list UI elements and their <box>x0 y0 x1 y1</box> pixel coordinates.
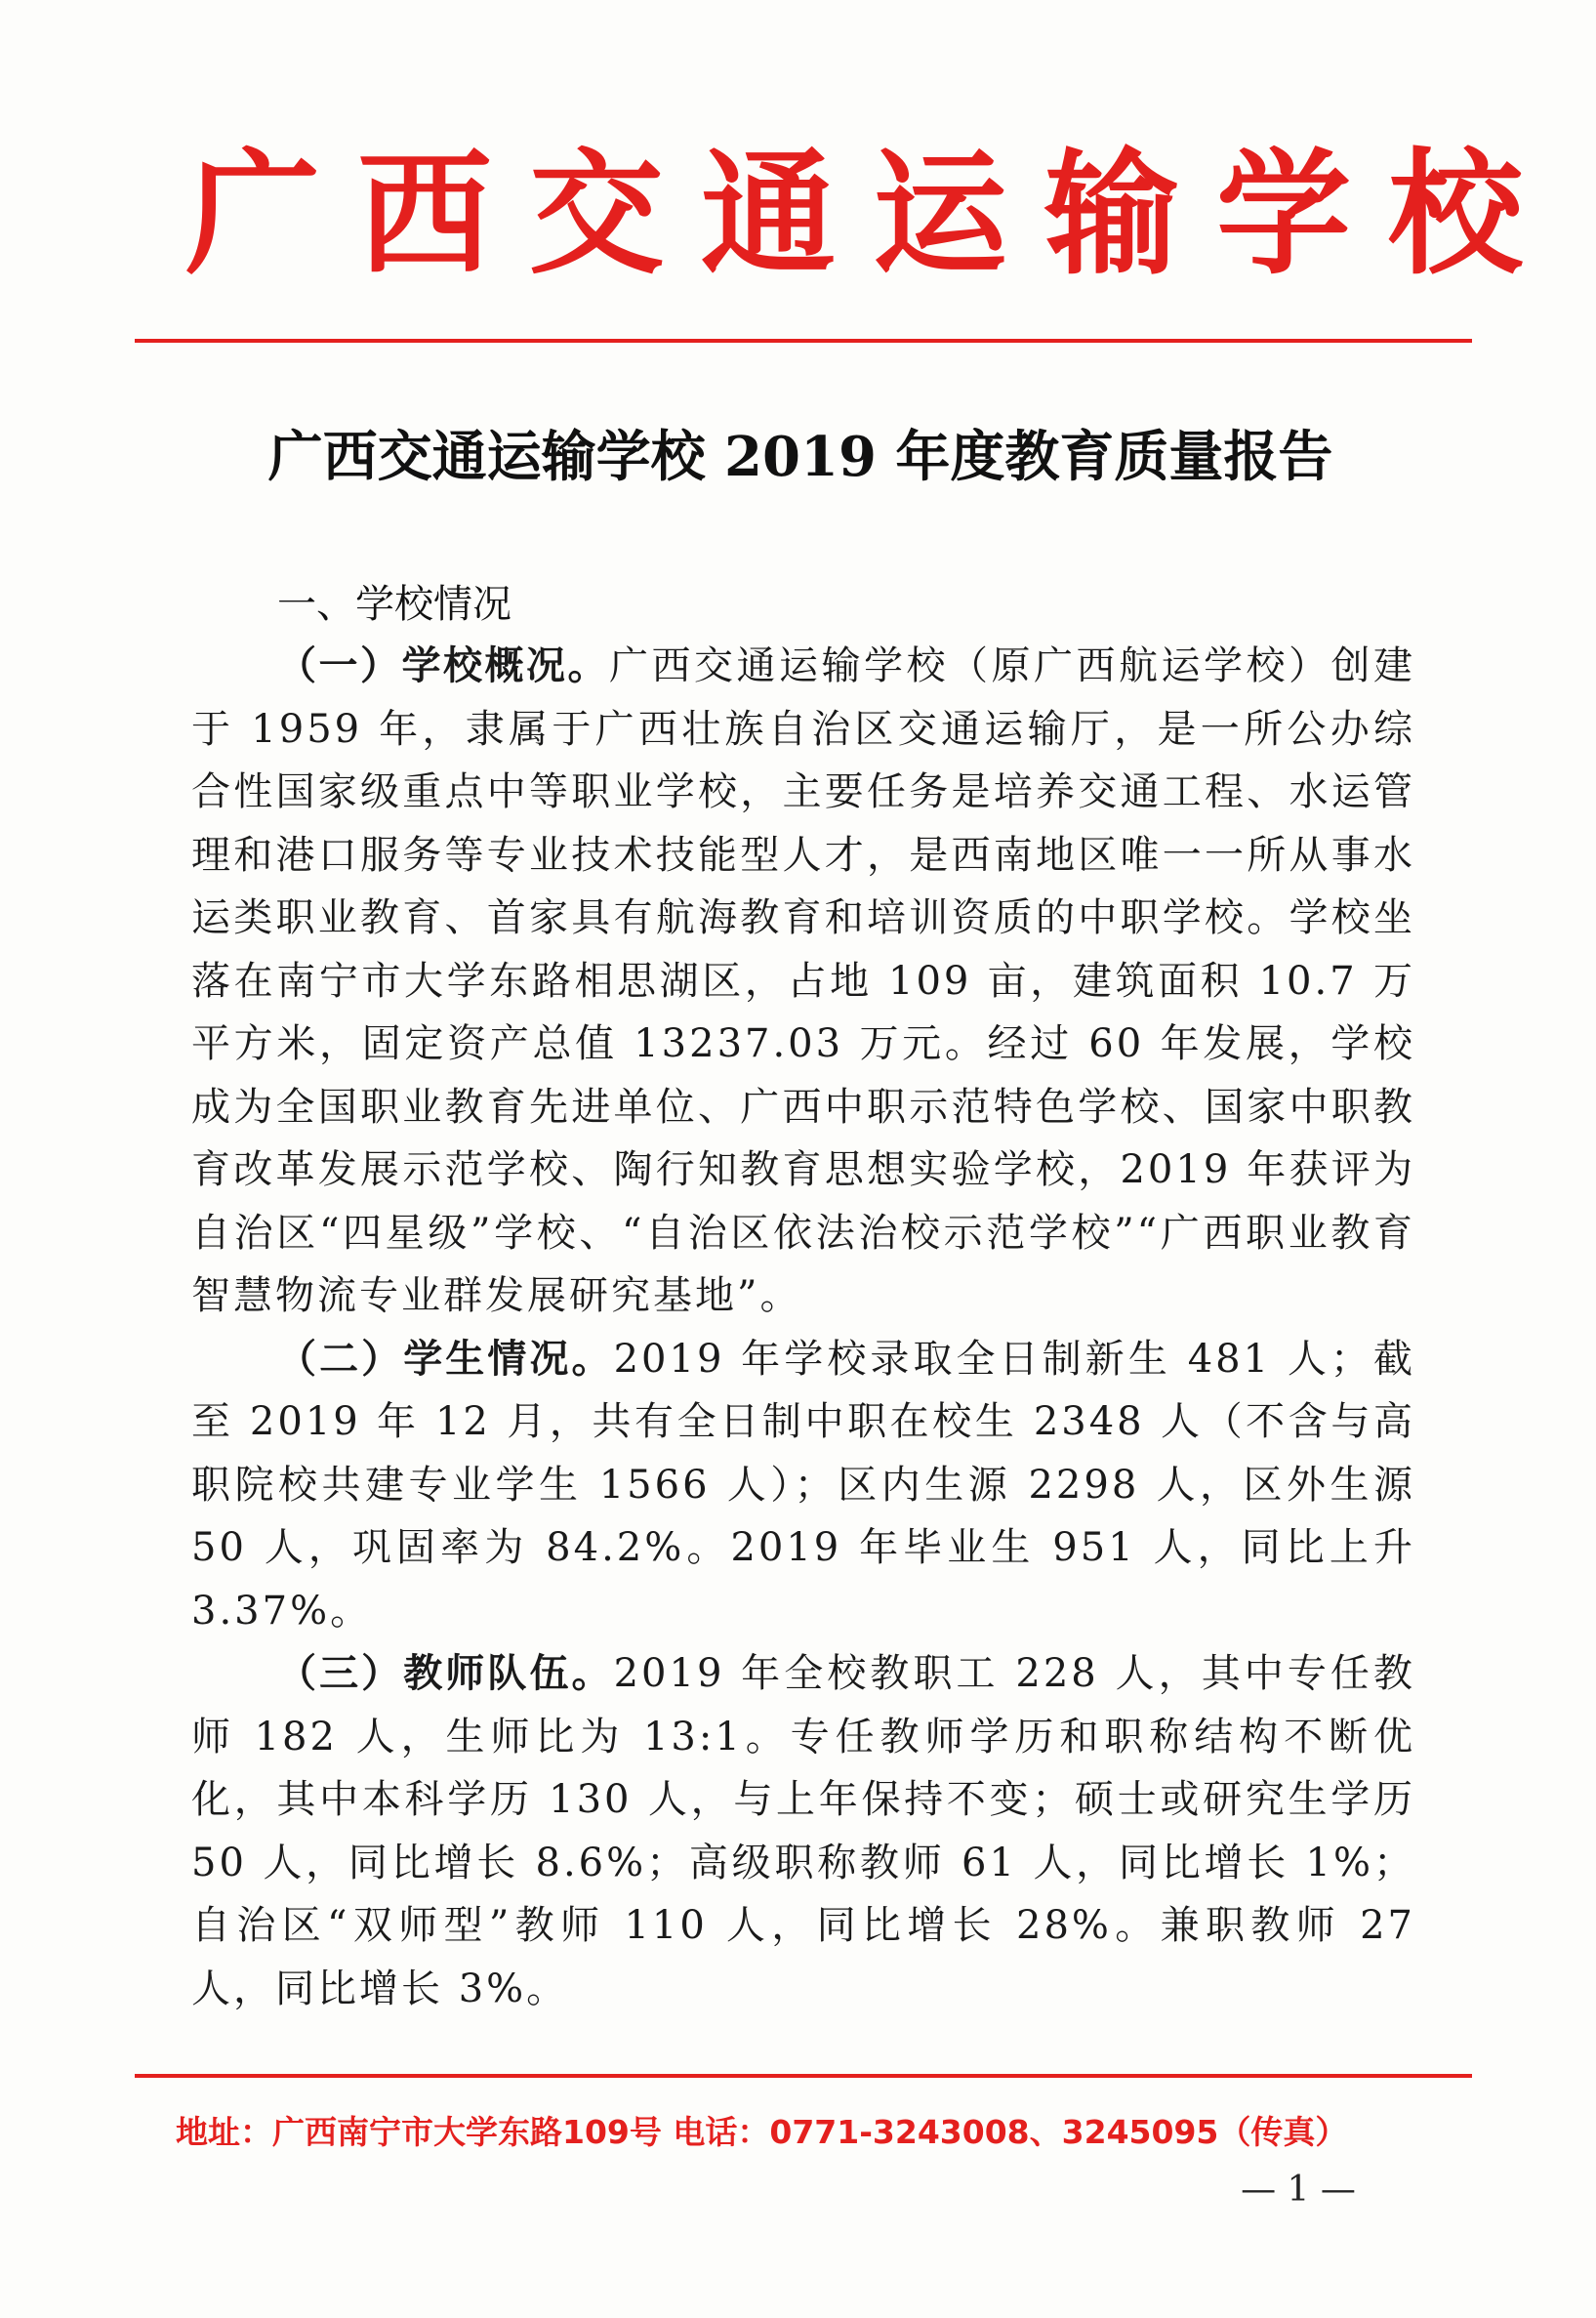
paragraph-lead: （三）教师队伍。 <box>277 1651 614 1696</box>
letterhead-divider <box>135 339 1472 343</box>
letterhead-school-name: 广西交通运输学校 <box>185 134 1561 293</box>
footer-address: 地址：广西南宁市大学东路109号 电话：0771-3243008、3245095（传真） <box>176 2113 1348 2151</box>
paragraph-text: 广西交通运输学校（原广西航运学校）创建于 1959 年，隶属于广西壮族自治区交通运输厅，是一所公办综合性国家级重点中等职业学校，主要任务是培养交通工程、水运管理和港口服务等专业技术技能型人才，是西南地区唯一一所从事水运类职业教育、首家具有航海教育和培训资质的中职学校。学校坐落在南宁市大学东路相思湖区，占地 109 亩，建筑面积 10.7 万平方米，固定资产总值 13237.03 万元。经过 60 年发展，学校成为全国职业教育先进单位、广西中职示范特色学校、国家中职教育改革发展示范学校、陶行知教育思想实验学校，2019 年获评为自治区“四星级”学校、“自治区依法治校示范学校”“广西职业教育智慧物流专业群发展研究基地”。 <box>191 643 1415 1318</box>
paragraph-school-overview <box>191 635 1415 1328</box>
paragraph-text: 2019 年全校教职工 228 人，其中专任教师 182 人，生师比为 13:1。专任教师学历和职称结构不断优化，其中本科学历 130 人，与上年保持不变；硕士或研究生学历 50 人，同比增长 8.6%；高级职称教师 61 人，同比增长 1%；自治区“双师型”教师 110 人，同比增长 28%。兼职教师 27 人，同比增长 3%。 <box>191 1651 1415 2011</box>
paragraph-teaching-staff <box>191 1642 1415 2020</box>
report-title: 广西交通运输学校 2019 年度教育质量报告 <box>267 425 1333 489</box>
paragraph-lead: （二）学生情况。 <box>277 1336 614 1382</box>
page-number: — 1 — <box>1241 2170 1356 2210</box>
paragraph-lead: （一）学校概况。 <box>277 643 609 688</box>
footer-divider <box>135 2074 1472 2078</box>
paragraph-student-situation <box>191 1328 1415 1643</box>
report-body <box>191 574 1415 2020</box>
section-heading: 一、学校情况 <box>277 582 512 627</box>
paragraph-text: 2019 年学校录取全日制新生 481 人；截至 2019 年 12 月，共有全日制中职在校生 2348 人（不含与高职院校共建专业学生 1566 人）；区内生源 2298 人，区外生源 50 人，巩固率为 84.2%。2019 年毕业生 951 人，同比上升 3.37%。 <box>191 1336 1415 1634</box>
